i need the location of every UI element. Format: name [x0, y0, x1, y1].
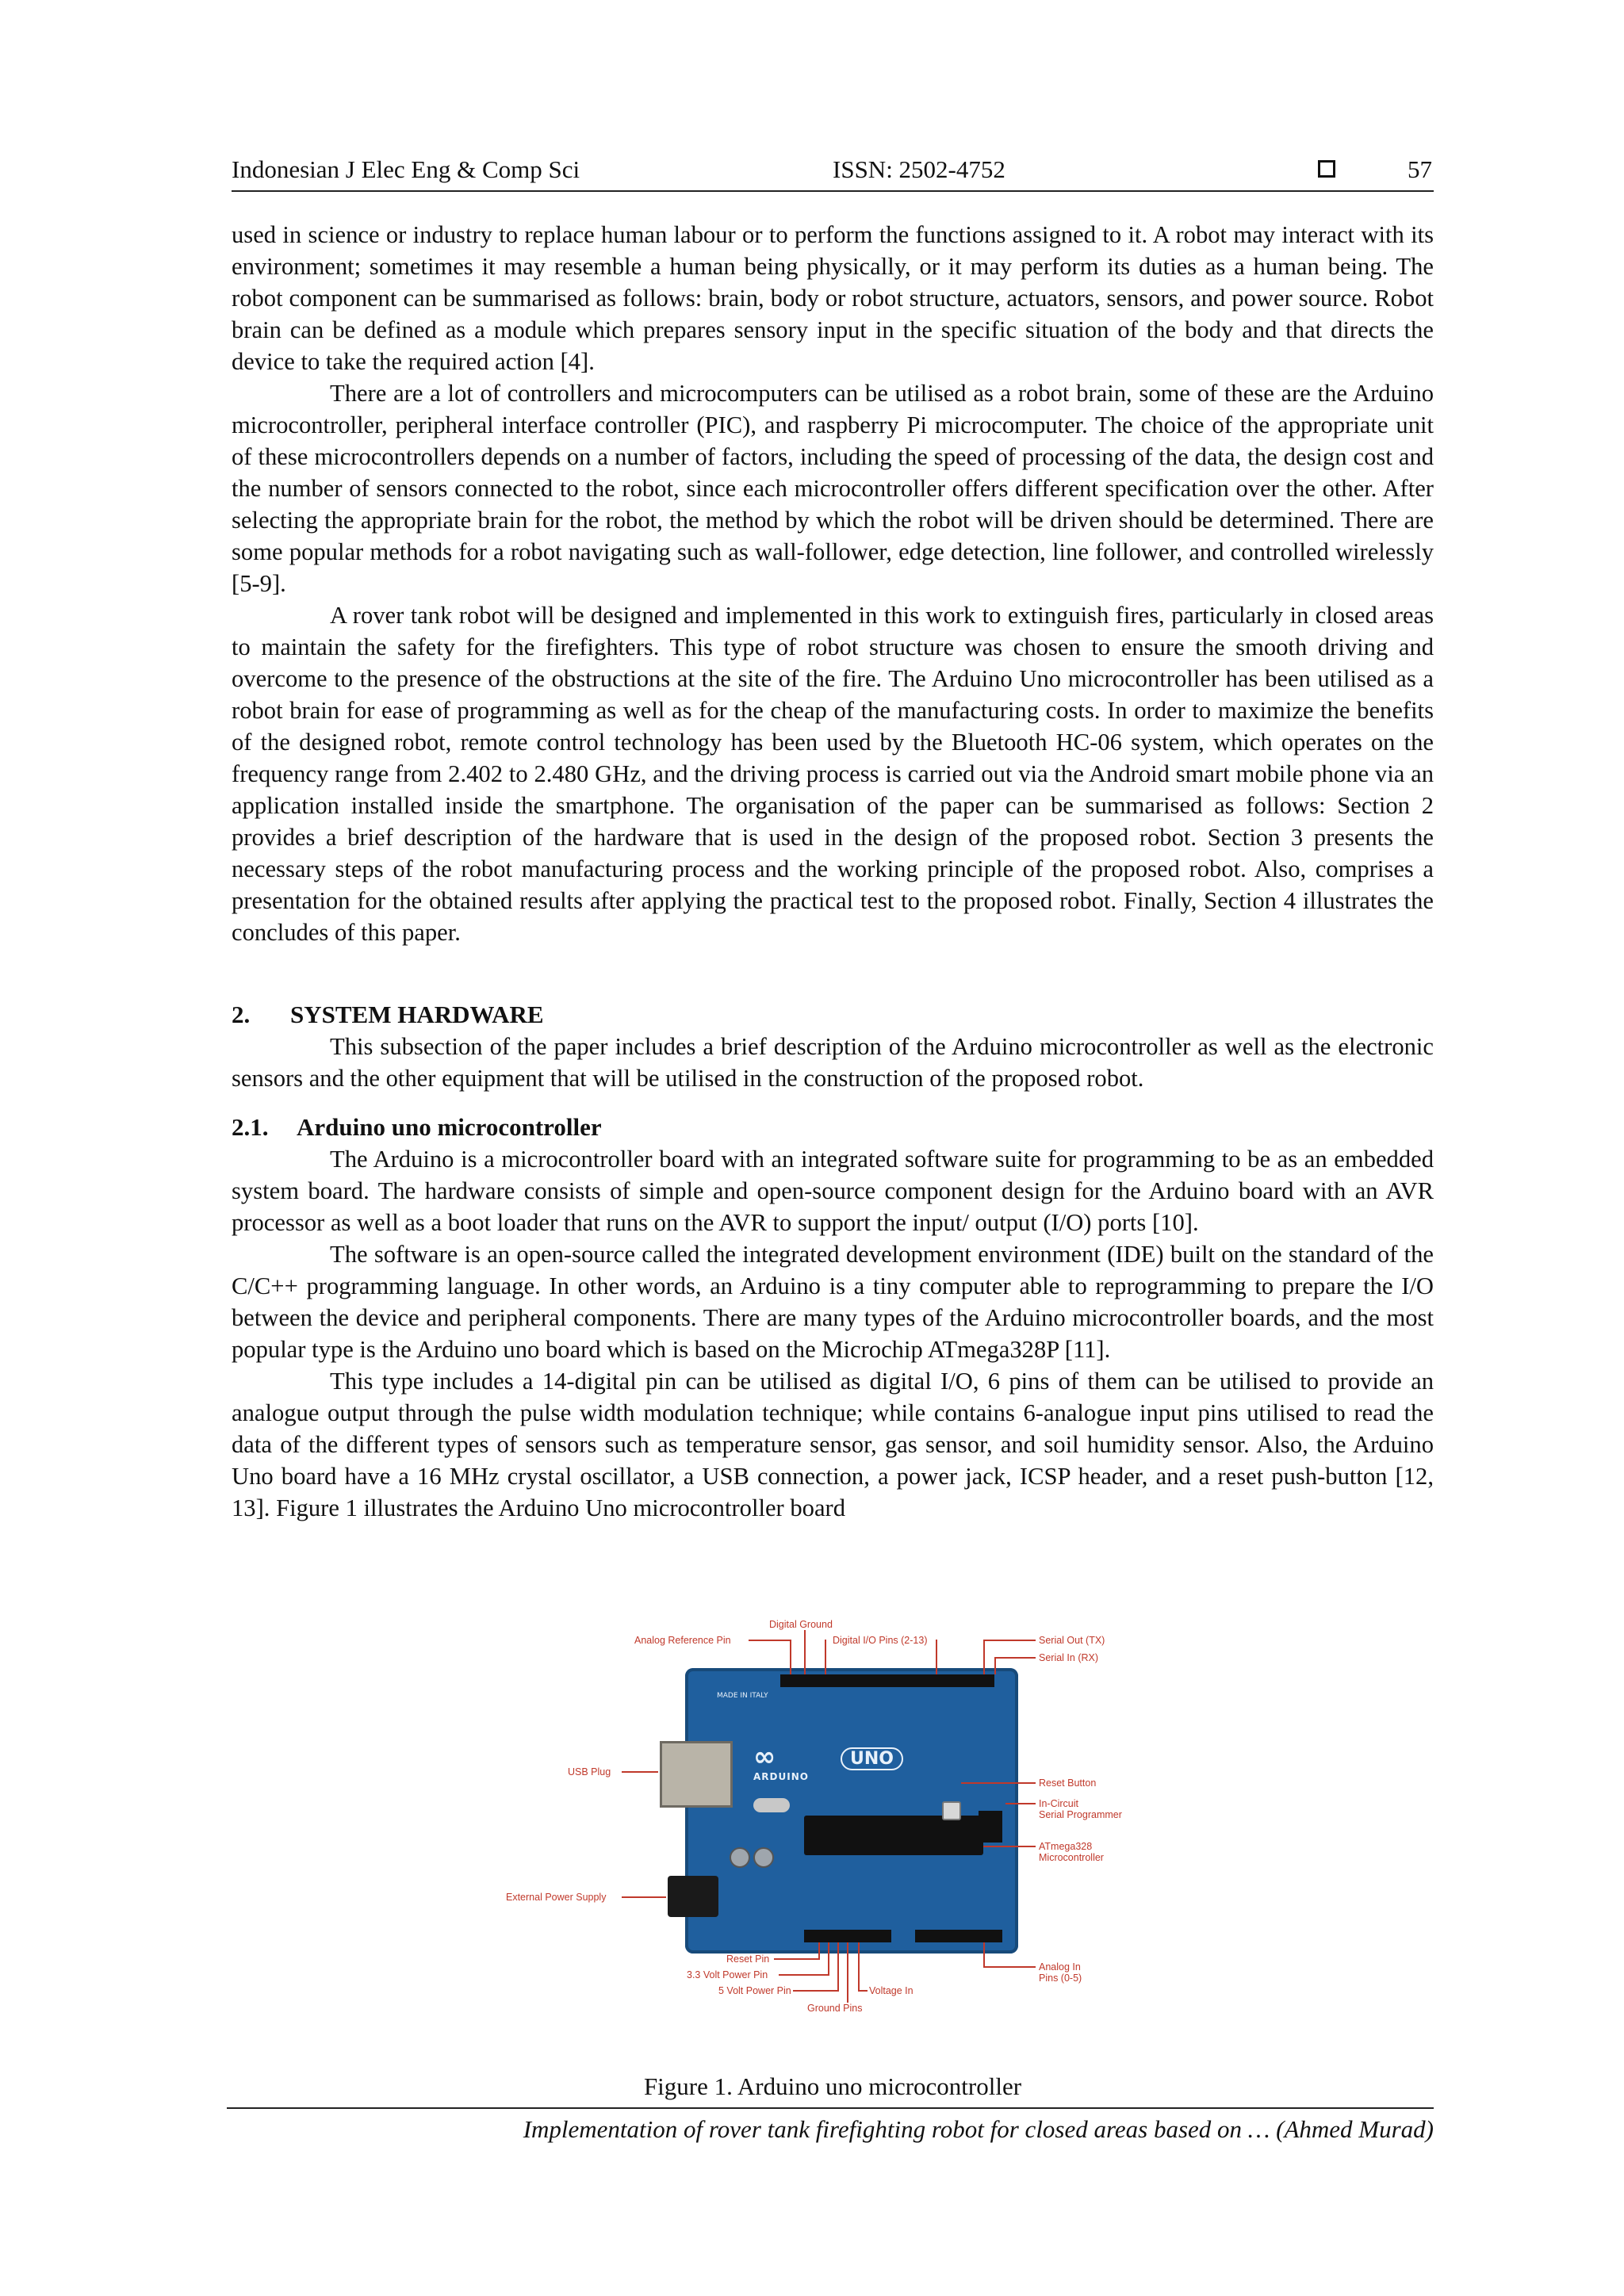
arduino-board-image	[685, 1668, 1018, 1954]
issn: ISSN: 2502-4752	[833, 155, 1005, 183]
leader-line	[825, 1640, 826, 1674]
reset-button-image	[942, 1801, 961, 1820]
leader-line	[983, 1640, 985, 1674]
label-analog-in	[1039, 1961, 1082, 1984]
analog-header	[915, 1930, 1002, 1942]
arduino-logo	[753, 1741, 928, 1782]
subsection-number: 2.1.	[232, 1113, 269, 1141]
leader-line	[847, 1942, 848, 2003]
running-footer	[227, 2107, 1434, 2152]
footer-running-title: Implementation of rover tank firefighting robot for closed areas based on … (Ahmed Murad)	[523, 2115, 1434, 2143]
leader-line	[622, 1896, 666, 1898]
leader-line	[983, 1966, 1036, 1968]
running-header	[232, 155, 1434, 192]
label-ground-pins: Ground Pins	[807, 2003, 863, 2014]
box-bullet-icon	[1318, 160, 1335, 178]
body-text	[232, 219, 1434, 1524]
paragraph: A rover tank robot will be designed and implemented in this work to extinguish fires, particularly in closed areas to maintain the safety for the firefighters. This type of robot structure was chosen to ensure the smooth driving and overcome to the presence of the obstructions at the site of the fire. The Arduino Uno microcontroller has been utilised as a robot brain for ease of programming as well as for the cheap of the manufacturing costs. In order to maximize the benefits of the designed robot, remote control technology has been used by the Bluetooth HC-06 system, which operates on the frequency range from 2.402 to 2.480 GHz, and the driving process is carried out via the Android smart mobile phone via an application installed inside the smartphone. The organisation of the paper can be summarised as follows: Section 2 provides a brief description of the hardware that is used in the design of the proposed robot. Section 3 presents the necessary steps of the robot manufacturing process and the working principle of the proposed robot. Also, comprises a presentation for the obtained results after applying the practical test to the proposed robot. Finally, Section 4 illustrates the concludes of this paper.	[232, 602, 1434, 946]
leader-line	[779, 1974, 829, 1976]
paragraph: This subsection of the paper includes a brief description of the Arduino microcontroller as well as the electronic sensors and the other equipment that will be utilised in the construction of the proposed robot.	[232, 1033, 1434, 1092]
label-serial-in: Serial In (RX)	[1039, 1652, 1099, 1663]
subsection-title: Arduino uno microcontroller	[297, 1113, 602, 1141]
paragraph: used in science or industry to replace human labour or to perform the functions assigned to it. A robot may interact with its environment; sometimes it may resemble a human being physically, or it may perform its duties as a human being. The robot component can be summarised as follows: brain, body or robot structure, actuators, sensors, and power source. Robot brain can be defined as a module which prepares sensory input in the specific situation of the body and that directs the device to take the required action [4].	[232, 221, 1434, 375]
paragraph: There are a lot of controllers and microcomputers can be utilised as a robot brain, some of these are the Arduino microcontroller, peripheral interface controller (PIC), and raspberry Pi microcomputer. The choice of the appropriate unit of these microcontrollers depends on a number of factors, including the speed of processing of the data, the design cost and the number of sensors connected to the robot, since each microcontroller offers different specification over the other. After selecting the appropriate brain for the robot, the method by which the robot will be driven should be determined. There are some popular methods for a robot navigating such as wall-follower, edge detection, line follower, and controlled wirelessly [5-9].	[232, 380, 1434, 597]
label-icsp-line1: In-Circuit	[1039, 1798, 1079, 1809]
paragraph: The Arduino is a microcontroller board with an integrated software suite for programming to be as an embedded system board. The hardware consists of simple and open-source component design for the Arduino board with an AVR processor as well as a boot loader that runs on the AVR to support the input/ output (I/O) ports [10].	[232, 1146, 1434, 1236]
label-5v-pin: 5 Volt Power Pin	[718, 1985, 791, 1996]
label-usb-plug: USB Plug	[568, 1766, 611, 1777]
leader-line	[622, 1771, 658, 1773]
digital-header	[780, 1674, 994, 1687]
made-in-text: MADE IN ITALY	[717, 1692, 768, 1700]
arduino-figure	[492, 1617, 1189, 2045]
leader-line	[818, 1942, 820, 1960]
label-voltage-in: Voltage In	[869, 1985, 914, 1996]
power-header	[804, 1930, 891, 1942]
journal-name: Indonesian J Elec Eng & Comp Sci	[232, 155, 580, 183]
section-number: 2.	[232, 1001, 251, 1028]
paragraph: This type includes a 14-digital pin can be utilised as digital I/O, 6 pins of them can be utilised to provide an analogue output through the pulse width modulation technique; while contains 6-analogue input pins utilised to read the data of the different types of sensors such as temperature sensor, gas sensor, and soil humidity sensor. Also, the Arduino Uno board have a 16 MHz crystal oscillator, a USB connection, a power jack, ICSP header, and a reset push-button [12, 13]. Figure 1 illustrates the Arduino Uno microcontroller board	[232, 1368, 1434, 1521]
subsection-heading	[232, 1112, 1434, 1143]
label-serial-out: Serial Out (TX)	[1039, 1635, 1105, 1646]
paragraph: The software is an open-source called the integrated development environment (IDE) built on the standard of the C/C++ programming language. In other words, an Arduino is a tiny computer able to reprogramming to prepare the I/O between the device and peripheral components. There are many types of the Arduino microcontroller boards, and the most popular type is the Arduino uno board which is based on the Microchip ATmega328P [11].	[232, 1241, 1434, 1363]
label-digital-io-pins: Digital I/O Pins (2-13)	[833, 1635, 928, 1646]
leader-line	[793, 1990, 839, 1992]
leader-line	[837, 1942, 839, 1992]
capacitor-image	[753, 1847, 774, 1868]
page-number: 57	[1408, 155, 1432, 183]
section-title: SYSTEM HARDWARE	[290, 1001, 544, 1028]
label-external-power-supply: External Power Supply	[506, 1892, 607, 1903]
leader-line	[994, 1657, 996, 1674]
label-icsp	[1039, 1798, 1122, 1820]
leader-line	[804, 1630, 806, 1674]
leader-line	[983, 1640, 1036, 1641]
leader-line	[994, 1657, 1036, 1659]
usb-plug-image	[660, 1741, 733, 1808]
leader-line	[858, 1942, 860, 1992]
uno-badge: UNO	[841, 1747, 903, 1770]
leader-line	[936, 1640, 937, 1674]
label-icsp-line2: Serial Programmer	[1039, 1809, 1122, 1820]
leader-line	[983, 1942, 985, 1968]
leader-line	[1005, 1803, 1036, 1804]
leader-line	[790, 1640, 791, 1674]
leader-line	[858, 1990, 868, 1992]
figure-caption: Figure 1. Arduino uno microcontroller	[643, 2072, 1022, 2100]
label-analog-in-line1: Analog In	[1039, 1961, 1081, 1973]
label-atmega-line1: ATmega328	[1039, 1841, 1093, 1852]
power-jack-image	[668, 1876, 718, 1917]
label-reset-button: Reset Button	[1039, 1777, 1097, 1789]
leader-line	[961, 1782, 1036, 1784]
leader-line	[774, 1958, 820, 1960]
label-analog-reference-pin: Analog Reference Pin	[634, 1635, 731, 1646]
leader-line	[828, 1942, 829, 1976]
atmega-chip-image	[804, 1816, 983, 1855]
label-atmega-line2: Microcontroller	[1039, 1852, 1104, 1863]
arduino-wordmark: ARDUINO	[753, 1771, 809, 1782]
capacitor-image	[730, 1847, 750, 1868]
leader-line	[983, 1846, 1036, 1847]
label-3v3-pin: 3.3 Volt Power Pin	[687, 1969, 768, 1980]
leader-line	[749, 1640, 790, 1641]
label-digital-ground: Digital Ground	[769, 1619, 833, 1630]
label-atmega	[1039, 1841, 1104, 1863]
infinity-icon: ∞	[753, 1741, 776, 1773]
label-analog-in-line2: Pins (0-5)	[1039, 1973, 1082, 1984]
crystal-image	[753, 1798, 790, 1812]
label-reset-pin: Reset Pin	[726, 1954, 770, 1965]
section-heading	[232, 999, 1434, 1031]
